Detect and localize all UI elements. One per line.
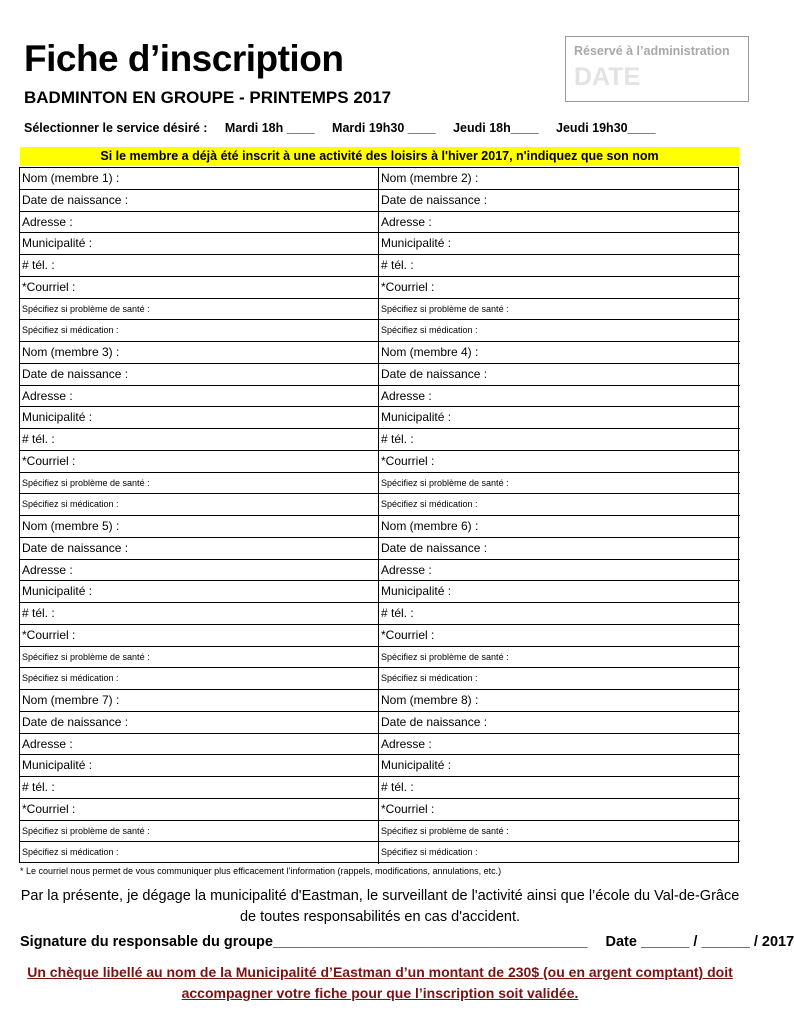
field-health[interactable]: Spécifiez si problème de santé : (20, 647, 379, 669)
field-health[interactable]: Spécifiez si problème de santé : (379, 647, 740, 669)
field-name[interactable]: Nom (membre 2) : (379, 168, 740, 190)
field-health[interactable]: Spécifiez si problème de santé : (20, 473, 379, 495)
field-name[interactable]: Nom (membre 6) : (379, 516, 740, 538)
field-phone[interactable]: # tél. : (20, 255, 379, 277)
admin-label: Réservé à l’administration (574, 44, 730, 58)
field-health[interactable]: Spécifiez si problème de santé : (20, 299, 379, 321)
field-birth-date[interactable]: Date de naissance : (379, 712, 740, 734)
field-address[interactable]: Adresse : (379, 560, 740, 582)
field-address[interactable]: Adresse : (20, 734, 379, 756)
field-name[interactable]: Nom (membre 8) : (379, 690, 740, 712)
field-phone[interactable]: # tél. : (379, 255, 740, 277)
field-email[interactable]: *Courriel : (20, 277, 379, 299)
field-birth-date[interactable]: Date de naissance : (20, 712, 379, 734)
field-medication[interactable]: Spécifiez si médication : (379, 494, 740, 516)
field-birth-date[interactable]: Date de naissance : (20, 538, 379, 560)
signature-line[interactable] (20, 934, 794, 950)
field-municipality[interactable]: Municipalité : (379, 233, 740, 255)
field-health[interactable]: Spécifiez si problème de santé : (379, 299, 740, 321)
field-name[interactable]: Nom (membre 5) : (20, 516, 379, 538)
field-phone[interactable]: # tél. : (20, 777, 379, 799)
field-municipality[interactable]: Municipalité : (20, 755, 379, 777)
field-address[interactable]: Adresse : (379, 386, 740, 408)
field-municipality[interactable]: Municipalité : (379, 581, 740, 603)
field-name[interactable]: Nom (membre 1) : (20, 168, 379, 190)
service-option-thu-18[interactable]: Jeudi 18h____ (453, 121, 539, 135)
field-address[interactable]: Adresse : (20, 212, 379, 234)
field-birth-date[interactable]: Date de naissance : (379, 364, 740, 386)
field-municipality[interactable]: Municipalité : (20, 233, 379, 255)
field-municipality[interactable]: Municipalité : (20, 581, 379, 603)
service-option-tue-1930[interactable]: Mardi 19h30 ____ (332, 121, 436, 135)
form-title: Fiche d’inscription (24, 38, 344, 79)
field-birth-date[interactable]: Date de naissance : (20, 190, 379, 212)
liability-waiver: Par la présente, je dégage la municipalité d'Eastman, le surveillant de l'activité ainsi que l’école du Val-de-Grâce de toutes responsabilités en cas d'accident. (20, 888, 740, 925)
payment-notice: Un chèque libellé au nom de la Municipalité d’Eastman d’un montant de 230$ (ou en argent comptant) doit accompagner votre fiche pour que l’inscription soit validée. (27, 964, 733, 1001)
field-birth-date[interactable]: Date de naissance : (20, 364, 379, 386)
field-municipality[interactable]: Municipalité : (379, 755, 740, 777)
field-email[interactable]: *Courriel : (379, 799, 740, 821)
field-address[interactable]: Adresse : (379, 734, 740, 756)
signature-date[interactable]: Date ______ / ______ / 2017 (605, 934, 794, 950)
form-subtitle: BADMINTON EN GROUPE - PRINTEMPS 2017 (24, 88, 392, 107)
field-medication[interactable]: Spécifiez si médication : (379, 668, 740, 690)
field-phone[interactable]: # tél. : (379, 777, 740, 799)
field-email[interactable]: *Courriel : (379, 625, 740, 647)
field-medication[interactable]: Spécifiez si médication : (20, 842, 379, 864)
field-name[interactable]: Nom (membre 7) : (20, 690, 379, 712)
field-phone[interactable]: # tél. : (20, 603, 379, 625)
email-footnote: * Le courriel nous permet de vous communiquer plus efficacement l’information (rappels, modifications, annulations, etc.) (20, 866, 502, 876)
field-email[interactable]: *Courriel : (379, 277, 740, 299)
field-address[interactable]: Adresse : (20, 560, 379, 582)
field-address[interactable]: Adresse : (20, 386, 379, 408)
service-prompt: Sélectionner le service désiré : (24, 121, 208, 135)
field-phone[interactable]: # tél. : (379, 429, 740, 451)
field-phone[interactable]: # tél. : (379, 603, 740, 625)
field-birth-date[interactable]: Date de naissance : (379, 190, 740, 212)
signature-label[interactable]: Signature du responsable du groupe_______________________________________ (20, 934, 588, 950)
field-email[interactable]: *Courriel : (20, 799, 379, 821)
service-option-tue-18[interactable]: Mardi 18h ____ (224, 121, 315, 135)
returning-member-banner: Si le membre a déjà été inscrit à une activité des loisirs à l'hiver 2017, n'indiquez que son nom (20, 147, 739, 166)
field-medication[interactable]: Spécifiez si médication : (20, 320, 379, 342)
field-medication[interactable]: Spécifiez si médication : (379, 320, 740, 342)
field-address[interactable]: Adresse : (379, 212, 740, 234)
field-medication[interactable]: Spécifiez si médication : (20, 668, 379, 690)
field-phone[interactable]: # tél. : (20, 429, 379, 451)
service-option-thu-1930[interactable]: Jeudi 19h30____ (556, 121, 656, 135)
field-name[interactable]: Nom (membre 3) : (20, 342, 379, 364)
field-birth-date[interactable]: Date de naissance : (379, 538, 740, 560)
service-selection (24, 121, 669, 135)
member-table (19, 167, 739, 863)
admin-date: DATE (574, 63, 641, 91)
field-email[interactable]: *Courriel : (379, 451, 740, 473)
field-health[interactable]: Spécifiez si problème de santé : (379, 821, 740, 843)
field-municipality[interactable]: Municipalité : (20, 407, 379, 429)
field-email[interactable]: *Courriel : (20, 625, 379, 647)
field-name[interactable]: Nom (membre 4) : (379, 342, 740, 364)
field-health[interactable]: Spécifiez si problème de santé : (20, 821, 379, 843)
field-municipality[interactable]: Municipalité : (379, 407, 740, 429)
field-health[interactable]: Spécifiez si problème de santé : (379, 473, 740, 495)
field-medication[interactable]: Spécifiez si médication : (20, 494, 379, 516)
field-medication[interactable]: Spécifiez si médication : (381, 847, 478, 858)
admin-box (565, 36, 749, 102)
field-email[interactable]: *Courriel : (20, 451, 379, 473)
